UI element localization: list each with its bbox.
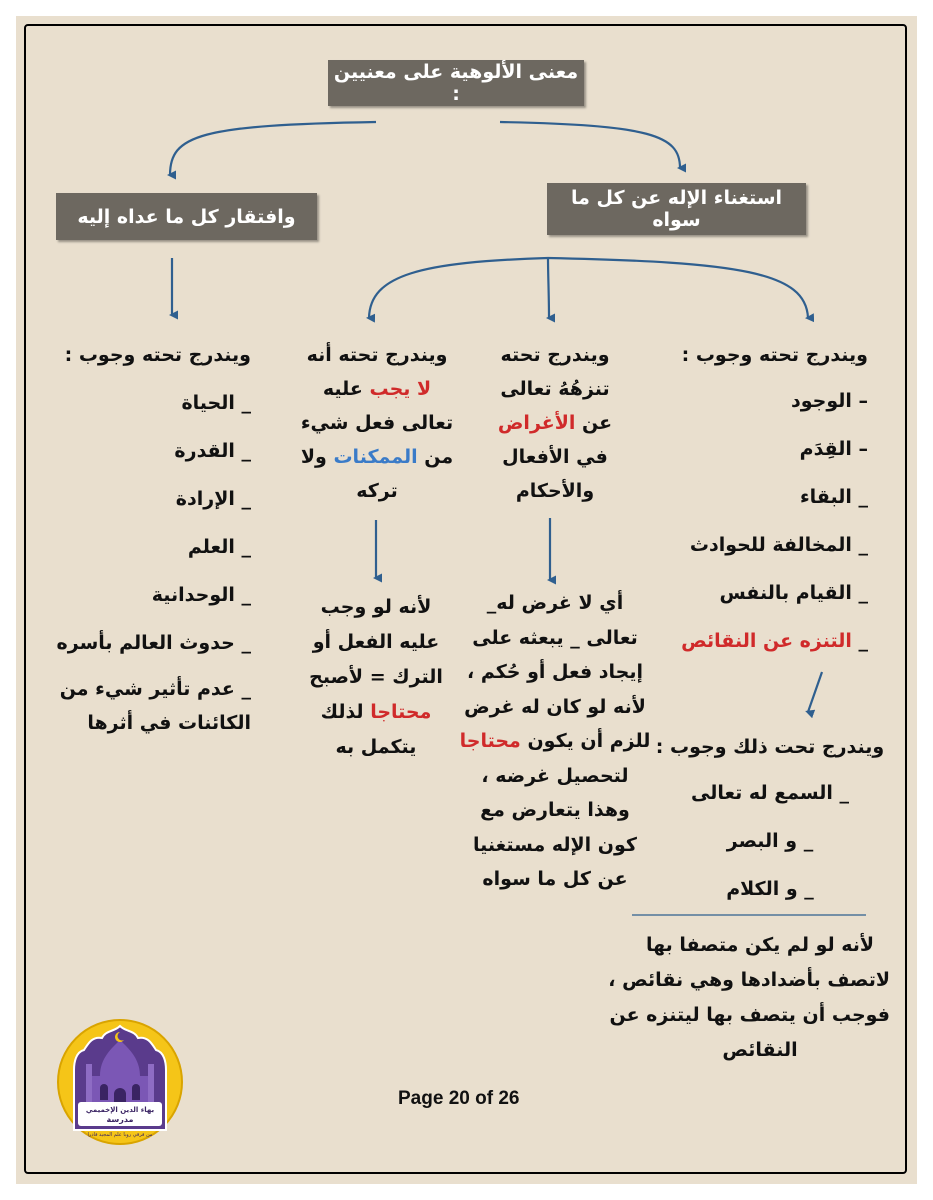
- col3-text: [282, 338, 472, 508]
- title-text: معنى الألوهية على معنيين :: [333, 61, 579, 105]
- col2-line: [460, 406, 650, 440]
- col2-expl-line: [440, 724, 670, 759]
- col1-sub-item: _ و الكلام: [726, 878, 814, 900]
- col1-note-line: لأنه لو لم يكن متصفا بها: [645, 934, 875, 956]
- col2-expl-line: عن كل ما سواه: [482, 868, 628, 890]
- branch-right-text: استغناء الإله عن كل ما سواه: [570, 187, 783, 231]
- col3-expl4-red: محتاجا: [370, 701, 432, 723]
- col2-text: [460, 338, 650, 508]
- col2-expl-line: لتحصيل غرضه ،: [481, 764, 629, 787]
- col2-line: تنزهُهُ تعالى: [500, 378, 610, 400]
- col1-sub-item: _ و البصر: [726, 830, 814, 852]
- col1-note-line: لاتصف بأضدادها وهي نقائص ،: [608, 969, 890, 991]
- branch-left-text: وافتقار كل ما عداه إليه: [77, 205, 296, 228]
- branch-left-box: [56, 193, 317, 240]
- col1-item: _ القيام بالنفس: [719, 582, 868, 604]
- col1-item-highlight: [681, 624, 868, 658]
- col2-expl-line: وهذا يتعارض مع: [480, 799, 630, 821]
- logo-line2: مدرسة: [106, 1115, 134, 1124]
- col2-expl-line: أي لا غرض له_: [486, 592, 624, 614]
- col3-l4-blue: الممكنات: [333, 446, 418, 468]
- col4-item: _ القدرة: [174, 440, 251, 462]
- logo-line3: من فرقي روبا علم المجيد فادرا: [87, 1132, 153, 1138]
- col3-expl-line: [286, 695, 466, 730]
- col2-expl5-red: محتاجا: [459, 730, 521, 752]
- col3-expl-line: عليه الفعل أو: [312, 631, 440, 653]
- col4-item: _ عدم تأثير شيء من: [59, 678, 251, 700]
- col1-sub-item: _ السمع له تعالى: [690, 782, 850, 804]
- col1-note: [608, 928, 890, 1068]
- col3-line: تعالى فعل شيء: [300, 412, 454, 434]
- col3-expl-line: لأنه لو وجب: [320, 596, 432, 618]
- col3-expl4-b: لذلك: [320, 701, 371, 723]
- col3-l2-red: لا يجب: [369, 378, 432, 400]
- col3-expl-line: يتكمل به: [335, 736, 417, 758]
- col2-line: ويندرج تحته: [500, 344, 610, 366]
- col3-line: ويندرج تحته أنه: [306, 344, 448, 366]
- col2-expl-line: لأنه لو كان له غرض: [464, 695, 646, 718]
- col2-line: في الأفعال: [502, 446, 608, 468]
- arrow-to-right-branch: [500, 122, 680, 168]
- col1-last-red: التنزه عن النقائص: [681, 630, 852, 652]
- col2-expl-line: إيجاد فعل أو حُكم ،: [467, 661, 643, 683]
- col1-last-prefix: _: [851, 630, 868, 652]
- col3-line: تركه: [356, 480, 398, 502]
- col3-expl-line: الترك = لأصبح: [309, 666, 443, 688]
- col1-item: _ البقاء: [799, 486, 868, 508]
- col3-l4-a: من: [417, 446, 454, 468]
- arrow-to-col1: [548, 258, 808, 318]
- arrow-col1-sub: [808, 672, 822, 712]
- col3-line: [282, 440, 472, 474]
- col2-expl-line: تعالى _ يبعثه على: [472, 626, 638, 649]
- col2-explanation: [440, 586, 670, 897]
- arrow-to-left-branch: [170, 122, 376, 175]
- col4-item: الكائنات في أثرها: [87, 712, 251, 734]
- title-box: [328, 60, 584, 106]
- branch-right-box: [547, 183, 806, 235]
- col2-l3-red: الأغراض: [497, 412, 576, 434]
- col2-expl-line: كون الإله مستغنيا: [473, 833, 637, 856]
- col2-l3-a: عن: [575, 412, 613, 434]
- col4-item: _ الحياة: [181, 392, 251, 414]
- school-logo: [56, 1018, 184, 1146]
- col1-item: – الوجود: [790, 390, 868, 412]
- col1-item: _ المخالفة للحوادث: [689, 534, 868, 556]
- col4-item: _ العلم: [187, 536, 251, 558]
- col4-item: _ حدوث العالم بأسره: [56, 632, 251, 654]
- col3-l4-b: ولا: [300, 446, 334, 468]
- col4-item: _ الوحدانية: [151, 584, 251, 606]
- col1-sub-list: [630, 730, 910, 906]
- col1-heading: ويندرج تحته وجوب :: [681, 344, 868, 366]
- col1-item: – القِدَم: [799, 438, 868, 460]
- page-number: Page 20 of 26: [398, 1088, 520, 1109]
- col2-line: والأحكام: [515, 480, 595, 502]
- col3-l2-b: عليه: [322, 378, 370, 400]
- col1-list: [681, 338, 868, 658]
- col1-note-line: فوجب أن يتصف بها ليتنزه عن: [609, 1004, 890, 1026]
- col2-expl5-a: للزم أن يكون: [520, 730, 651, 752]
- col4-list: [57, 338, 251, 740]
- col1-sub-heading: ويندرج تحت ذلك وجوب :: [655, 736, 885, 758]
- col4-item: _ الإرادة: [175, 488, 251, 510]
- arrow-to-col3: [369, 258, 548, 318]
- col1-note-line: النقائص: [722, 1039, 798, 1061]
- col4-heading: ويندرج تحته وجوب :: [64, 344, 251, 366]
- arrow-to-col2: [548, 258, 549, 318]
- col3-explanation: [286, 590, 466, 765]
- logo-line1: بهاء الدين الإخميمي: [85, 1106, 155, 1114]
- col3-line: [282, 372, 472, 406]
